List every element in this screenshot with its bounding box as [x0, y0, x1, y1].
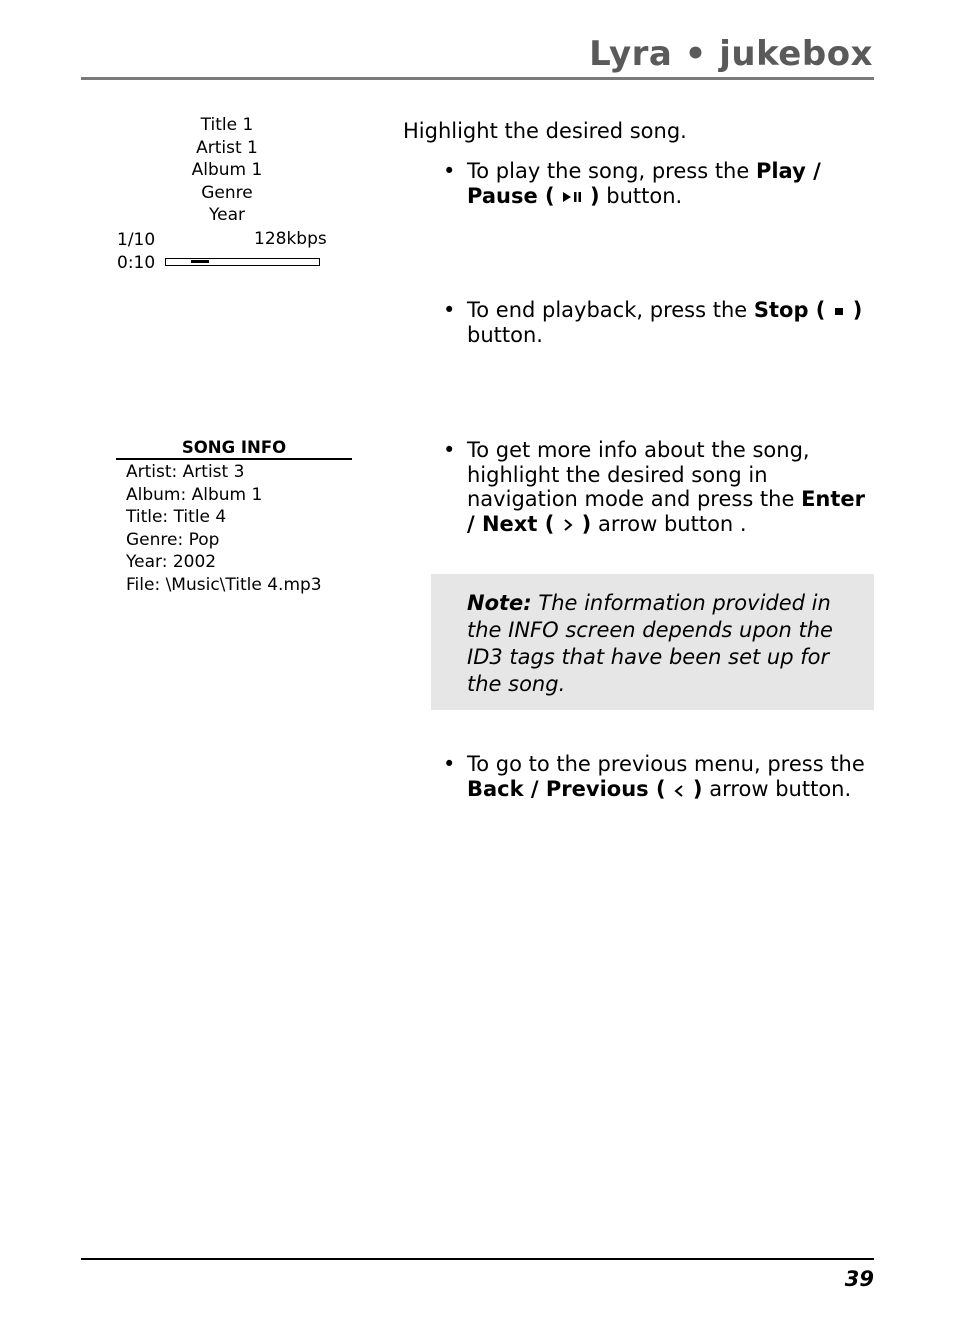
- now-playing-screen: [110, 114, 350, 273]
- progress-bar: [165, 258, 320, 266]
- play-instruction: To play the song, press the Play / Pause ( ) button.: [467, 159, 821, 208]
- song-info-rule: [116, 458, 352, 460]
- bullet-back: •: [443, 752, 456, 776]
- np-year: Year: [209, 205, 245, 226]
- song-info-year: Year: 2002: [126, 552, 217, 573]
- song-info-file: File: \Music\Title 4.mp3: [126, 574, 322, 595]
- bullet-stop: •: [443, 298, 456, 322]
- intro-text: Highlight the desired song.: [403, 119, 687, 143]
- np-album: Album 1: [191, 160, 263, 181]
- song-info-title: Title: Title 4: [126, 507, 227, 528]
- np-artist: Artist 1: [196, 137, 258, 158]
- stop-instruction: To end playback, press the Stop ( ) button.: [467, 298, 863, 347]
- np-title: Title 1: [200, 115, 254, 135]
- footer-rule: [81, 1258, 874, 1260]
- chevron-right-icon: [561, 517, 575, 533]
- song-info-album: Album: Album 1: [126, 484, 263, 505]
- note-box: [431, 574, 874, 710]
- progress-fill: [191, 260, 209, 263]
- info-instruction: To get more info about the song, highlight the desired song in navigation mode and press the Enter / Next ( ) arrow button .: [467, 438, 866, 536]
- np-genre: Genre: [201, 182, 253, 203]
- back-instruction: To go to the previous menu, press the Back / Previous ( ) arrow button.: [467, 752, 865, 801]
- np-bitrate: 128kbps: [254, 229, 327, 249]
- bullet-info: •: [443, 438, 456, 462]
- header-rule: [81, 77, 874, 80]
- page-number: 39: [844, 1267, 874, 1291]
- stop-icon: [832, 304, 846, 318]
- chevron-left-icon: [672, 782, 686, 798]
- song-info-screen: [116, 437, 352, 597]
- page-header-title: Lyra • jukebox: [589, 34, 873, 74]
- np-track-count: 1/10: [117, 230, 156, 250]
- play-pause-icon: [561, 190, 583, 204]
- bullet-play: •: [443, 159, 456, 183]
- song-info-heading: SONG INFO: [181, 438, 287, 457]
- song-info-genre: Genre: Pop: [126, 529, 220, 550]
- song-info-artist: Artist: Artist 3: [126, 462, 245, 482]
- np-elapsed-time: 0:10: [117, 253, 156, 273]
- note-text: Note: The information provided in the INFO screen depends upon the ID3 tags that have been set up for the song.: [467, 591, 833, 696]
